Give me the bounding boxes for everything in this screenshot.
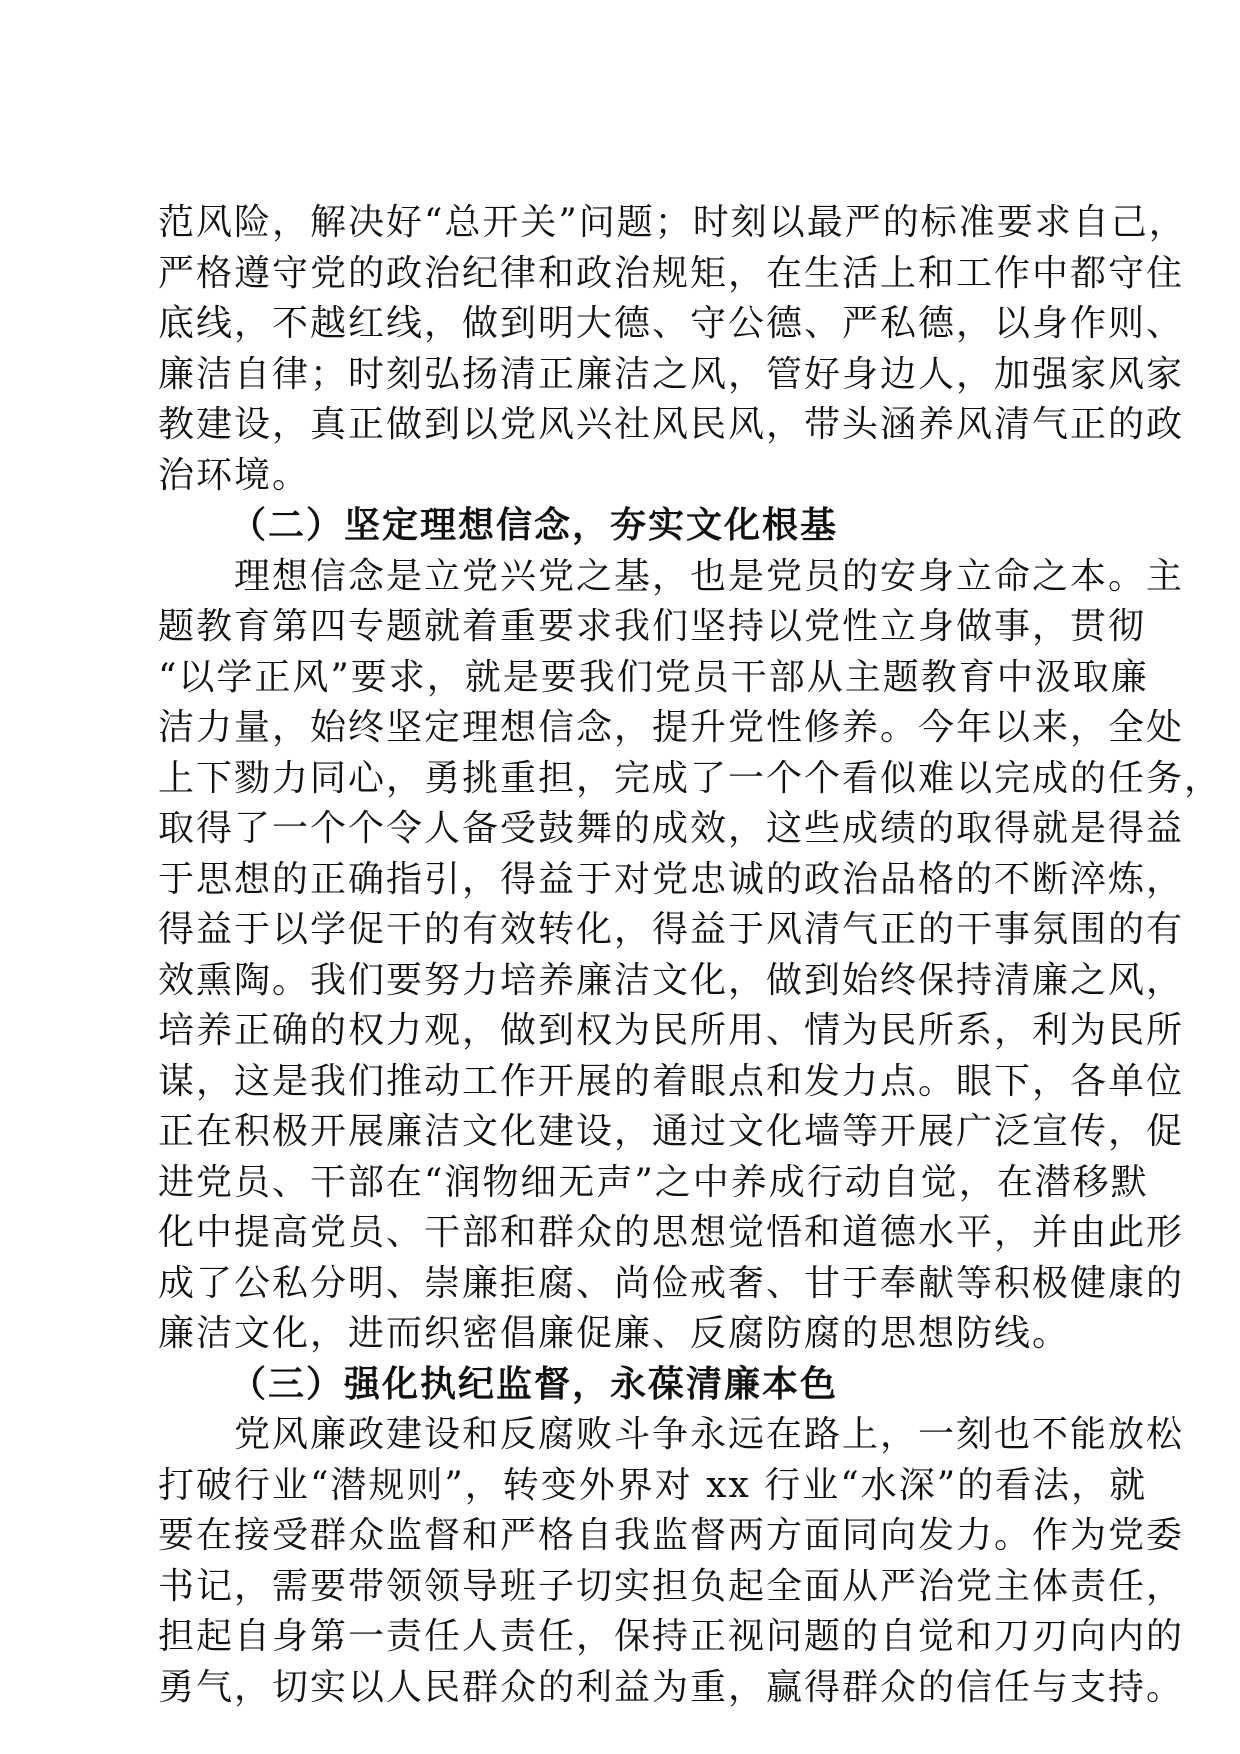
text-line: 正在积极开展廉洁文化建设，通过文化墙等开展广泛宣传，促 [158, 1111, 1185, 1152]
text-line: 打破行业“潜规则”，转变外界对 xx 行业“水深”的看法，就 [158, 1464, 1148, 1506]
text-line: 理想信念是立党兴党之基，也是党员的安身立命之本。主 [158, 555, 1185, 597]
text-line: 效熏陶。我们要努力培养廉洁文化，做到始终保持清廉之风， [158, 959, 1185, 1001]
text-line: 范风险，解决好“总开关”问题；时刻以最严的标准要求自己， [158, 202, 1187, 243]
paragraph-1 [158, 198, 1187, 501]
text-line: 得益于以学促干的有效转化，得益于风清气正的干事氛围的有 [158, 909, 1185, 950]
text-line: 题教育第四专题就着重要求我们坚持以党性立身做事，贯彻 [158, 606, 1147, 647]
text-line: “以学正风”要求，就是要我们党员干部从主题教育中汲取廉 [158, 656, 1149, 698]
text-line: 担起自身第一责任人责任，保持正视问题的自觉和刀刃向内的 [158, 1616, 1185, 1657]
paragraph-3 [158, 1410, 1185, 1713]
text-line: 成了公私分明、崇廉拒腐、尚俭戒奢、甘于奉献等积极健康的 [158, 1262, 1185, 1304]
text-line: 严格遵守党的政治纪律和政治规矩，在生活上和工作中都守住 [158, 252, 1185, 294]
text-line: 廉洁自律；时刻弘扬清正廉洁之风，管好身边人，加强家风家 [158, 353, 1185, 395]
text-line: 书记，需要带领领导班子切实担负起全面从严治党主体责任， [158, 1565, 1185, 1607]
text-line: 进党员、干部在“润物细无声”之中养成行动自觉，在潜移默 [158, 1161, 1149, 1203]
text-line: 勇气，切实以人民群众的利益为重，赢得群众的信任与支持。 [158, 1666, 1185, 1708]
text-line: 于思想的正确指引，得益于对党忠诚的政治品格的不断淬炼， [158, 858, 1185, 900]
text-line: 培养正确的权力观，做到权为民所用、情为民所系，利为民所 [158, 1010, 1185, 1051]
document-body [158, 198, 1223, 1713]
text-line: 谋，这是我们推动工作开展的着眼点和发力点。眼下，各单位 [158, 1060, 1185, 1102]
section-heading-2: （二）坚定理想信念，夯实文化根基 [230, 505, 839, 546]
text-line: 教建设，真正做到以党风兴社风民风，带头涵养风清气正的政 [158, 404, 1185, 445]
text-line: 治环境。 [158, 454, 311, 496]
text-line: 洁力量，始终坚定理想信念，提升党性修养。今年以来，全处 [158, 707, 1185, 748]
text-line: 底线，不越红线，做到明大德、守公德、严私德，以身作则、 [158, 303, 1185, 344]
text-line: 党风廉政建设和反腐败斗争永远在路上，一刻也不能放松 [158, 1414, 1185, 1455]
text-line: 上下勠力同心，勇挑重担，完成了一个个看似难以完成的任务， [158, 757, 1223, 799]
text-line: 要在接受群众监督和严格自我监督两方面同向发力。作为党委 [158, 1515, 1185, 1556]
text-line: 取得了一个个令人备受鼓舞的成效，这些成绩的取得就是得益 [158, 808, 1185, 849]
text-line: 化中提高党员、干部和群众的思想觉悟和道德水平，并由此形 [158, 1212, 1185, 1253]
text-line: 廉洁文化，进而织密倡廉促廉、反腐防腐的思想防线。 [158, 1313, 1071, 1354]
paragraph-2 [158, 552, 1223, 1360]
section-heading-3: （三）强化执纪监督，永葆清廉本色 [230, 1363, 839, 1405]
